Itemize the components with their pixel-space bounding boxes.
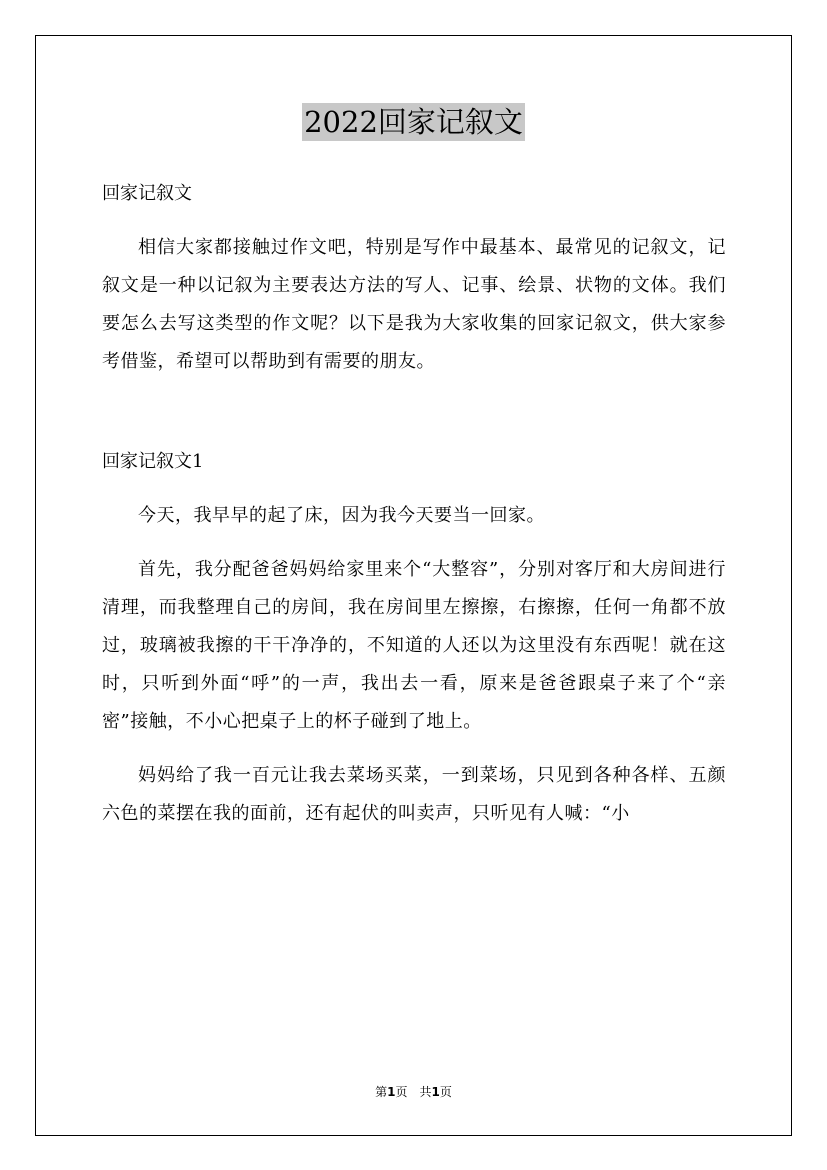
footer-page-total: 1 <box>431 1085 440 1099</box>
body-paragraph: 今天，我早早的起了床，因为我今天要当一回家。 <box>138 505 545 526</box>
body-paragraph: 首先，我分配爸爸妈妈给家里来个“大整容”，分别对客厅和大房间进行清理，而我整理自己的房间，我在房间里左擦擦，右擦擦，任何一角都不放过，玻璃被我擦的干干净净的，不知道的人还以为这里没有东西呢！就在这时，只听到外面“呼”的一声，我出去一看，原来是爸爸跟桌子来了个“亲密”接触，不小心把桌子上的杯子碰到了地上。 <box>102 559 726 732</box>
footer-page-current: 1 <box>387 1085 396 1099</box>
title-wrap <box>0 103 827 141</box>
intro-paragraph: 相信大家都接触过作文吧，特别是写作中最基本、最常见的记叙文，记叙文是一种以记叙为主要表达方法的写人、记事、绘景、状物的文体。我们要怎么去写这类型的作文呢？以下是我为大家收集的回家记叙文，供大家参考借鉴，希望可以帮助到有需要的朋友。 <box>102 237 726 372</box>
footer-page-suffix: 页 <box>439 1085 452 1099</box>
footer-page-mid: 页 共 <box>395 1085 432 1099</box>
document-body <box>102 175 726 833</box>
body-paragraph: 妈妈给了我一百元让我去菜场买菜，一到菜场，只见到各种各样、五颜六色的菜摆在我的面前，还有起伏的叫卖声，只听见有人喊：“小 <box>102 765 726 824</box>
footer-page-prefix: 第 <box>375 1085 388 1099</box>
section-heading: 回家记叙文 <box>102 183 192 204</box>
section-heading: 回家记叙文1 <box>102 451 204 472</box>
document-title: 2022回家记叙文 <box>304 105 523 139</box>
page-footer <box>0 1083 827 1101</box>
